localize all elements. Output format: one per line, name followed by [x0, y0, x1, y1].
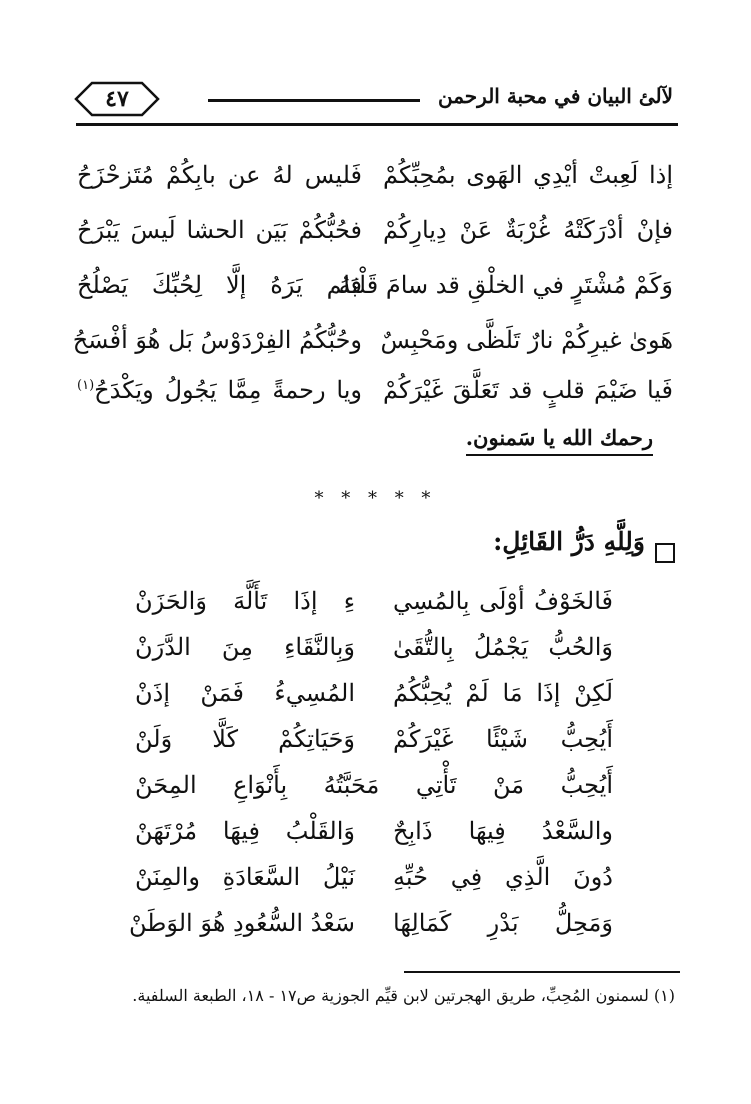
- poem2-verse: [135, 808, 613, 854]
- poem1-hemistich-first: فَيا ضَيْمَ قلبٍ قد تَعَلَّقَ غَيْرَكُمْ: [383, 376, 673, 404]
- poem2-verse: [135, 854, 613, 900]
- poem1-hemistich-second: فَليس لهُ عن بابِكُمْ مُتَزحْزَحُ: [77, 161, 362, 189]
- footnote-reference[interactable]: (١): [77, 378, 95, 393]
- poem2-hemistich-second: ءِ إذَا تَأَلَّهَ وَالحَزَنْ: [135, 587, 355, 615]
- poem1-hemistich-second: وحُبُّكُمُ الفِرْدَوْسُ بَل هُوَ أفْسَحُ: [72, 326, 362, 354]
- poem1-couplet: [77, 150, 673, 200]
- poem2-hemistich-first: أَيُحِبُّ شَيْئًا غَيْرَكُمْ: [393, 725, 613, 753]
- section-separator: * * * * *: [314, 488, 437, 509]
- poem2-verse: [135, 624, 613, 670]
- poem1-hemistich-second-with-note: [77, 365, 362, 415]
- section-heading: وَلِلَّهِ دَرُّ القَائِلِ:: [493, 527, 645, 556]
- page-number: ٤٧: [105, 86, 129, 112]
- closing-prayer: رحمك الله يا سَمنون.: [466, 425, 653, 456]
- poem2-hemistich-second: وَالقَلْبُ فِيهَا مُرْتَهَنْ: [135, 817, 355, 845]
- poem2-hemistich-first: دُونَ الَّذِي فِي حُبِّهِ: [393, 863, 613, 891]
- poem2-verse: [135, 670, 613, 716]
- poem2-hemistich-second: سَعْدُ السُّعُودِ هُوَ الوَطَنْ: [128, 909, 355, 937]
- poem2-hemistich-second: المُسِيءُ فَمَنْ إذَنْ: [135, 679, 355, 707]
- poem1-hemistich-first: فإنْ أدْرَكَتْهُ غُرْبَةٌ عَنْ دِيارِكُمْ: [383, 216, 673, 244]
- poem1-couplet: [72, 315, 673, 365]
- poem1-couplet: [77, 205, 673, 255]
- running-title: لآلئ البيان في محبة الرحمن: [438, 84, 673, 108]
- poem2-hemistich-first: فَالخَوْفُ أوْلَى بِالمُسِي: [393, 587, 613, 615]
- poem1-hemistich-first: إذا لَعِبتْ أيْدِي الهَوى بمُحِبِّكُمْ: [383, 161, 673, 189]
- poem2-verse-full: أَيُحِبُّ مَنْ تَأْتِي مَحَبَّتُهُ بِأَنْوَاعِ المِحَنْ: [135, 771, 613, 799]
- poem2-verse: [128, 900, 613, 946]
- poem1-hemistich-first: هَوىٰ غيرِكُمْ نارٌ تَلَظَّى ومَحْبِسٌ: [380, 326, 673, 354]
- poem2-hemistich-first: لَكِنْ إذَا مَا لَمْ يُحِبُّكُمُ: [393, 679, 613, 707]
- poem2-hemistich-second: وَبِالنَّقَاءِ مِنَ الدَّرَنْ: [135, 633, 355, 661]
- poem1-hemistich-second: ويا رحمةً مِمَّا يَجُولُ ويَكْدَحُ: [94, 376, 362, 404]
- poem2-hemistich-second: وَحَيَاتِكُمْ كَلَّا وَلَنْ: [135, 725, 355, 753]
- poem1-hemistich-second: فحُبُّكُمْ بَيَن الحشا لَيسَ يَبْرَحُ: [77, 216, 362, 244]
- poem1-hemistich-second: فلم يَرَهُ إلَّا لِحُبِّكَ يَصْلُحُ: [77, 271, 362, 299]
- poem2-verse: [135, 762, 613, 808]
- header-underline: [76, 123, 678, 126]
- poem2-hemistich-second: نَيْلُ السَّعَادَةِ والمِنَنْ: [135, 863, 355, 891]
- poem1-couplet: [77, 260, 673, 310]
- section-checkbox-icon: [655, 543, 675, 563]
- poem2-hemistich-first: وَمَحِلُّ بَدْرِ كَمَالِهَا: [393, 909, 613, 937]
- poem1-couplet: [77, 365, 673, 415]
- poem2-verse: [135, 716, 613, 762]
- page-number-badge: [72, 80, 162, 118]
- poem2-hemistich-first: والسَّعْدُ فِيهَا ذَابِحٌ: [393, 817, 613, 845]
- poem2-verse: [135, 578, 613, 624]
- footnote-rule: [404, 971, 680, 973]
- poem2-hemistich-first: وَالحُبُّ يَجْمُلُ بِالتُّقَىٰ: [393, 633, 613, 661]
- header-rule: [208, 99, 420, 102]
- footnote-text: (١) لسمنون المُحِبِّ، طريق الهجرتين لابن قيِّم الجوزية ص١٧ - ١٨، الطبعة السلفية.: [132, 986, 675, 1005]
- poem1-hemistich-first: وَكَمْ مُشْتَرٍ في الخلْقِ قد سامَ قَلْبَهُ: [338, 271, 673, 299]
